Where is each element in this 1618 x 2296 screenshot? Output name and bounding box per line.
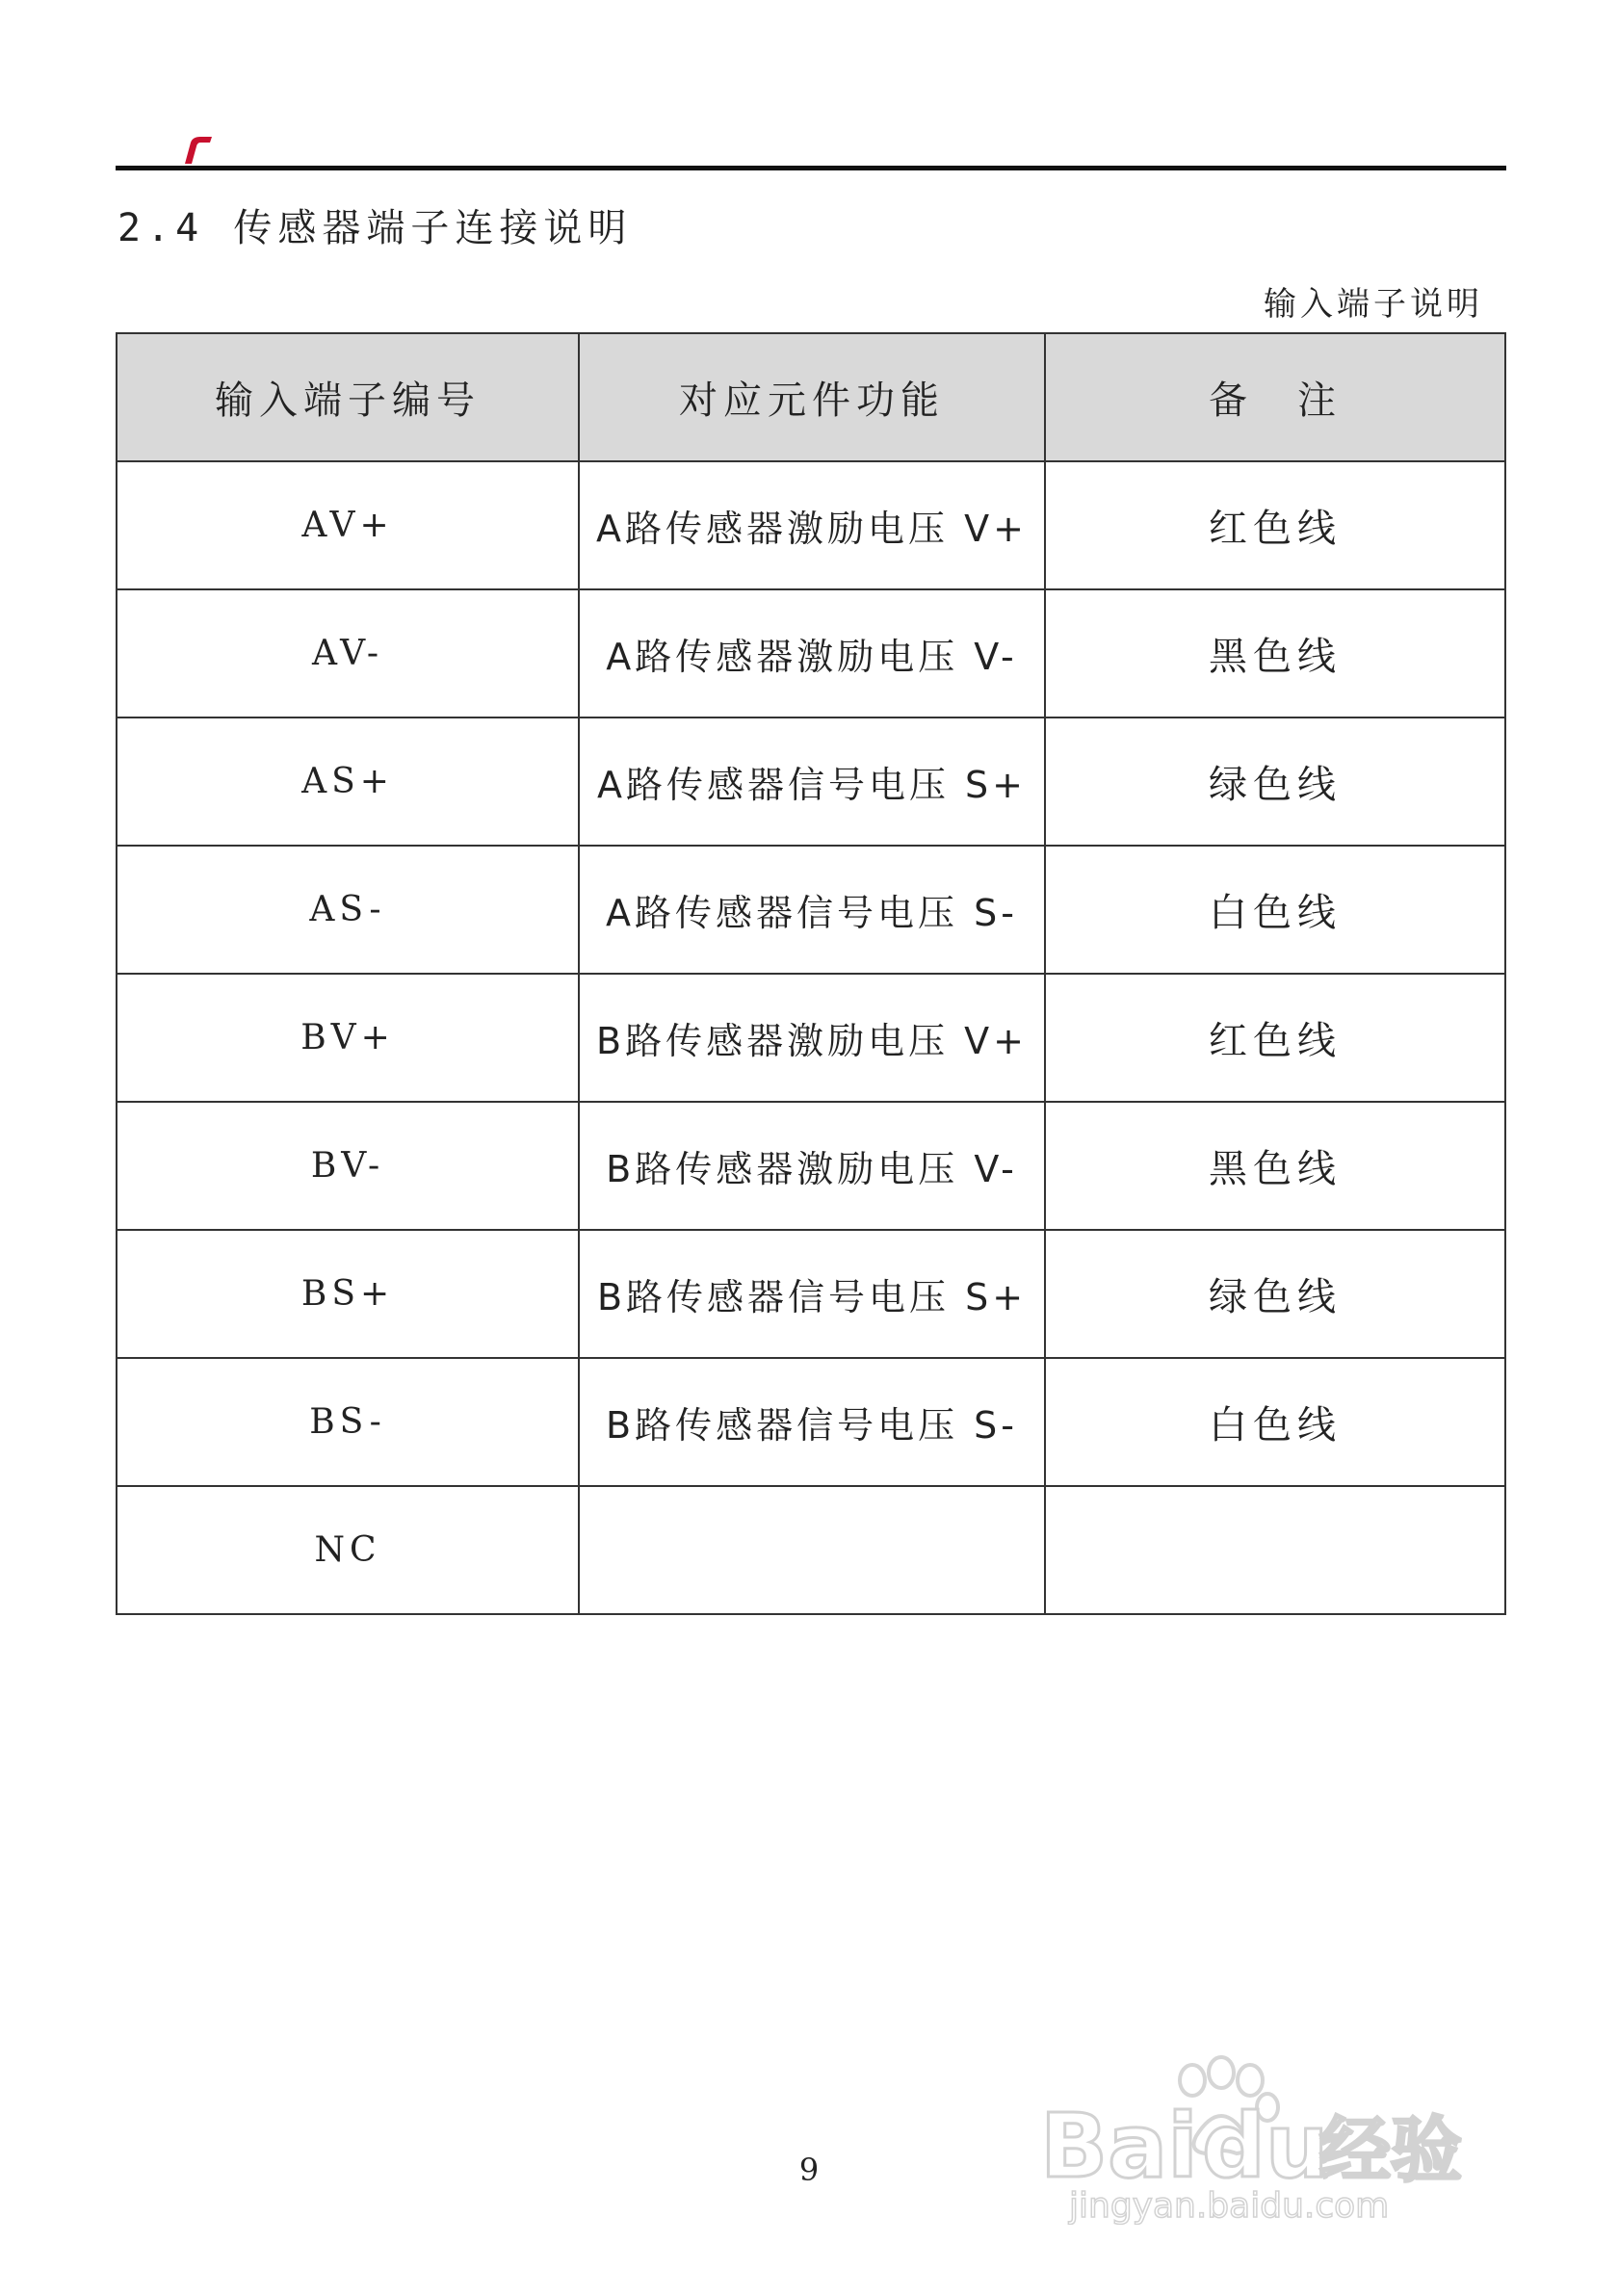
terminal-id-cell: BV- <box>117 1102 579 1230</box>
function-cell <box>579 1486 1045 1614</box>
baidu-jingyan-watermark <box>1031 2051 1551 2225</box>
table-header-row <box>117 333 1505 461</box>
table-caption: 输入端子说明 <box>1264 285 1483 324</box>
note-cell: 红色线 <box>1045 974 1505 1102</box>
terminal-id-cell: AV- <box>117 589 579 718</box>
header-rule <box>116 166 1506 170</box>
function-cell: B路传感器激励电压 V- <box>579 1102 1045 1230</box>
brand-logo-mark <box>181 135 214 164</box>
note-cell: 红色线 <box>1045 461 1505 589</box>
section-title: 2.4 传感器端子连接说明 <box>117 206 633 250</box>
column-header-notes: 备 注 <box>1045 333 1505 461</box>
function-cell: A路传感器激励电压 V+ <box>579 461 1045 589</box>
column-header-function: 对应元件功能 <box>579 333 1045 461</box>
table-row <box>117 974 1505 1102</box>
svg-text:du: du <box>1202 2095 1329 2198</box>
function-cell: A路传感器信号电压 S+ <box>579 718 1045 846</box>
svg-text:经验: 经验 <box>1319 2109 1462 2192</box>
terminal-id-cell: BS- <box>117 1358 579 1486</box>
terminal-id-cell: AV+ <box>117 461 579 589</box>
table-row <box>117 1358 1505 1486</box>
note-cell: 黑色线 <box>1045 589 1505 718</box>
terminal-id-cell: AS- <box>117 846 579 974</box>
note-cell: 黑色线 <box>1045 1102 1505 1230</box>
terminal-id-cell: NC <box>117 1486 579 1614</box>
page-number: 9 <box>798 2152 820 2188</box>
svg-text:jingyan.baidu.com: jingyan.baidu.com <box>1069 2186 1390 2225</box>
note-cell: 白色线 <box>1045 846 1505 974</box>
table-row <box>117 589 1505 718</box>
svg-text:Bai: Bai <box>1040 2095 1198 2198</box>
note-cell: 白色线 <box>1045 1358 1505 1486</box>
function-cell: B路传感器信号电压 S+ <box>579 1230 1045 1358</box>
terminal-id-cell: BS+ <box>117 1230 579 1358</box>
table-row <box>117 461 1505 589</box>
terminal-table <box>116 332 1506 1615</box>
terminal-id-cell: BV+ <box>117 974 579 1102</box>
table-row <box>117 718 1505 846</box>
note-cell: 绿色线 <box>1045 718 1505 846</box>
note-cell: 绿色线 <box>1045 1230 1505 1358</box>
function-cell: A路传感器信号电压 S- <box>579 846 1045 974</box>
function-cell: A路传感器激励电压 V- <box>579 589 1045 718</box>
table-row <box>117 1230 1505 1358</box>
function-cell: B路传感器激励电压 V+ <box>579 974 1045 1102</box>
table-row <box>117 1486 1505 1614</box>
table-row <box>117 1102 1505 1230</box>
function-cell: B路传感器信号电压 S- <box>579 1358 1045 1486</box>
table-row <box>117 846 1505 974</box>
note-cell <box>1045 1486 1505 1614</box>
column-header-terminal-id: 输入端子编号 <box>117 333 579 461</box>
terminal-id-cell: AS+ <box>117 718 579 846</box>
